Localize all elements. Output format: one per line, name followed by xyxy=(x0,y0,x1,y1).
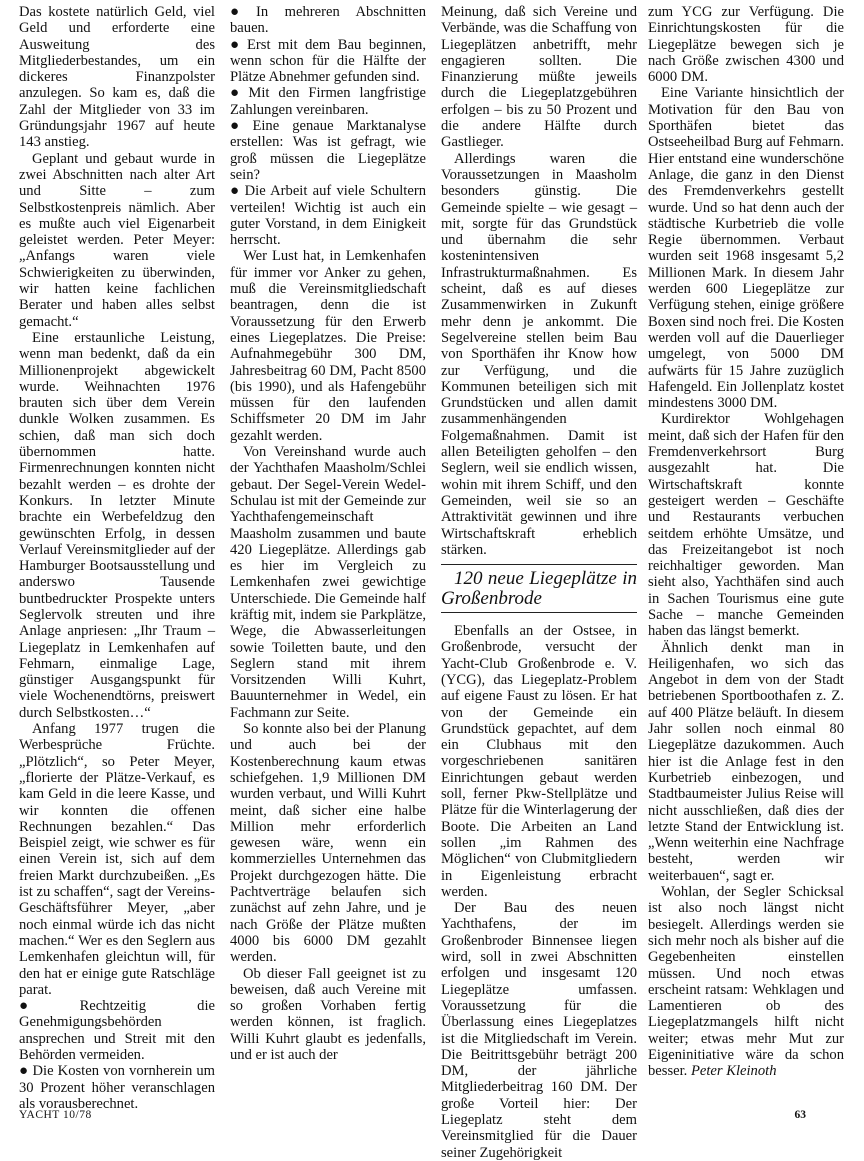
section-divider xyxy=(441,612,637,613)
paragraph: Meinung, daß sich Vereine und Verbände, was die Schaffung von Liegeplätzen anbetrifft, mehr engagieren sollten. Die Finanzierung müßte jeweils durch die Liegeplatzgebühren erfolgen – bis zu 50 Prozent und die andere Hälfte durch Gastlieger. xyxy=(441,4,637,151)
column-2 xyxy=(230,4,426,1063)
bullet-icon: ● xyxy=(230,118,249,135)
bullet-text: Die Kosten von vornherein um 30 Prozent höher veranschlagen als vorausberechnet. xyxy=(19,1063,215,1112)
bullet-item xyxy=(230,85,426,118)
bullet-icon: ● xyxy=(19,998,76,1015)
bullet-item xyxy=(230,37,426,86)
bullet-icon: ● xyxy=(230,4,252,20)
bullet-item xyxy=(19,998,215,1063)
section-heading: 120 neue Liegeplätze in Großenbrode xyxy=(441,568,637,610)
paragraph: Ob dieser Fall geeignet ist zu beweisen, daß auch Vereine mit so großen Vorhaben fertig werden können, ist fraglich. Willi Kuhrt glaubt es jedenfalls, und er ist auch der xyxy=(230,965,426,1063)
bullet-item xyxy=(230,4,426,37)
paragraph: Eine erstaunliche Leistung, wenn man bedenkt, daß da ein Millionenprojekt abgewickelt wurde. Weihnachten 1976 brauten sich über dem Verein dunkle Wolken zusammen. Es schien, daß man sich doch übernommen hatte. Firmenrechnungen konnten nicht bezahlt werden – es drohte der Konkurs. In letzter Minute brachte ein Werbefeldzug den gewünschten Erfolg, in dessen Verlauf Vereinsmitglieder auf der Hamburger Bootsausstellung und anderswo Tausende buntbedruckter Prospekte unters Seglervolk streuten und ihre Anlage anpriesen: „Ihr Traum – Liegeplatz in Lemkenhafen auf Fehmarn, einmalige Lage, günstiger Ausgangspunkt für viele Wochenendtörns, preiswert durch Selbstkosten…“ xyxy=(19,329,215,721)
paragraph: Ebenfalls an der Ostsee, in Großenbrode, versucht der Yacht-Club Großenbrode e. V. (YCG), das Liegeplatz-Problem auf eigene Faust zu lösen. Er hat von der Gemeinde ein Grundstück gepachtet, auf dem ein Clubhaus mit den vorgeschriebenen sanitären Einrichtungen gebaut werden soll, ferner Pkw-Stellplätze und Plätze für die Winterlagerung der Boote. Die Arbeiten an Land sollen „im Rahmen des Möglichen“ von Clubmitgliedern in Eigenleistung erbracht werden. xyxy=(441,623,637,900)
bullet-icon: ● xyxy=(230,85,245,102)
paragraph: zum YCG zur Verfügung. Die Einrichtungskosten für die Liegeplätze bewegen sich je nach Größe zwischen 4300 und 6000 DM. xyxy=(648,4,844,86)
bullet-text: In mehreren Abschnitten bauen. xyxy=(230,4,426,37)
bullet-text: Eine genaue Marktanalyse erstellen: Was ist gefragt, wie groß müssen die Liegeplätze sein? xyxy=(230,118,427,183)
bullet-text: Mit den Firmen langfristige Zahlungen vereinbaren. xyxy=(230,85,426,118)
page-number: 63 xyxy=(794,1109,806,1121)
paragraph: Das kostete natürlich Geld, viel Geld und erforderte eine Ausweitung des Mitgliederbestandes, um ein dickeres Finanzpolster anzulegen. So kam es, daß die Zahl der Mitglieder von 33 im Gründungsjahr 1967 auf heute 143 anstieg. xyxy=(19,4,215,151)
author-signature: Peter Kleinoth xyxy=(690,1063,777,1080)
bullet-icon: ● xyxy=(230,36,243,53)
bullet-text: Rechtzeitig die Genehmigungsbehörden ansprechen und Streit mit den Behörden vermeiden. xyxy=(19,998,215,1063)
bullet-icon: ● xyxy=(230,183,241,200)
bullet-text: Erst mit dem Bau beginnen, wenn schon für die Hälfte der Plätze Abnehmer gefunden sind. xyxy=(230,36,426,86)
paragraph: Geplant und gebaut wurde in zwei Abschnitten nach alter Art und Sitte – zum Selbstkostenpreis nämlich. Aber es mußte auch viel Eigenarbeit geleistet werden. Peter Meyer: „Anfangs waren viele Schwierigkeiten zu überwinden, wir hatten keine fachlichen Berater und haben alles selbst gemacht.“ xyxy=(19,150,215,330)
paragraph: Anfang 1977 trugen die Werbesprüche Früchte. „Plötzlich“, so Peter Meyer, „florierte der Plätze-Verkauf, es kam Geld in die leere Kasse, und wir konnten die offenen Rechnungen bezahlen.“ Das Beispiel zeigt, wie schwer es für einen Verein ist, sich auf dem freien Markt durchzubeißen. „Es ist zu schaffen“, sagt der Vereins-Geschäftsführer Meyer, „aber noch einmal würde ich das nicht machen.“ Wer es den Seglern aus Lemkenhafen gleichtun will, für den hat er einige gute Ratschläge parat. xyxy=(19,721,215,998)
paragraph: Von Vereinshand wurde auch der Yachthafen Maasholm/Schlei gebaut. Der Segel-Verein Wedel-Schulau ist mit der Gemeinde zur Yachthafengemeinschaft Maasholm zusammen und baute 420 Liegeplätze. Allerdings gab es hier im Vergleich zu Lemkenhafen zwei gewichtige Unterschiede. Die Gemeinde half kräftig mit, indem sie Parkplätze, Wege, die Abwasserleitungen sowie Toiletten baute, und den Seglern stand mit ihrem Vorsitzenden Willi Kuhrt, Bauunternehmer in Wedel, ein Fachmann zur Seite. xyxy=(230,444,426,721)
magazine-issue: YACHT 10/78 xyxy=(19,1109,92,1121)
column-4 xyxy=(648,4,844,1080)
paragraph: Wer Lust hat, in Lemkenhafen für immer vor Anker zu gehen, muß die Vereinsmitgliedschaft beantragen, denn die ist Voraussetzung für den Erwerb eines Liegeplatzes. Die Preise: Aufnahmegebühr 300 DM, Jahresbeitrag 60 DM, Pacht 8500 (bis 1990), und als Hafengebühr müssen für den laufenden Schiffsmeter 20 DM im Jahr gezahlt werden. xyxy=(230,248,426,444)
column-3 xyxy=(441,4,637,1161)
column-1 xyxy=(19,4,215,1112)
bullet-item xyxy=(230,118,426,183)
paragraph-text: Wohlan, der Segler Schicksal ist also noch längst nicht besiegelt. Allerdings werden sie sich mehr noch als bisher auf die Gegebenheiten einstellen müssen. Und noch etwas erscheint ratsam: Wehklagen und Lamentieren ob des Liegeplatzmangels hilft nicht weiter; etwas mehr Mut zur Eigeninitiative wäre da schon besser. xyxy=(648,884,844,1080)
paragraph xyxy=(648,884,844,1080)
bullet-text: Die Arbeit auf viele Schultern verteilen! Wichtig ist auch ein guter Vorstand, in dem Einigkeit herrscht. xyxy=(230,183,426,249)
bullet-item xyxy=(230,183,426,248)
paragraph: Kurdirektor Wohlgehagen meint, daß sich der Hafen für den Fremdenverkehrsort Burg ausgezahlt hat. Die Wirtschaftskraft konnte gesteigert werden – Geschäfte und Restaurants verbuchen seitdem erhöhte Umsätze, und das Freizeitangebot ist noch reichhaltiger geworden. Man sieht also, Yachthäfen sind auch in Sachen Tourismus eine gute Sache – manche Gemeinden haben das längst bemerkt. xyxy=(648,411,844,640)
paragraph: Der Bau des neuen Yachthafens, der im Großenbroder Binnensee liegen wird, soll in zwei Abschnitten erfolgen und insgesamt 120 Liegeplätze umfassen. Voraussetzung für die Überlassung eines Liegeplatzes ist die Mitgliedschaft im Verein. Die Beitrittsgebühr beträgt 200 DM, der jährliche Mitgliederbeitrag 160 DM. Der große Vorteil hier: Der Liegeplatz steht dem Vereinsmitglied für die Dauer seiner Zugehörigkeit xyxy=(441,900,637,1161)
section-divider xyxy=(441,564,637,565)
paragraph: Eine Variante hinsichtlich der Motivation für den Bau von Sporthäfen bietet das Ostseeheilbad Burg auf Fehmarn. Hier entstand eine wunderschöne Anlage, die ganz in den Dienst des Fremdenverkehrs gestellt wurde. Und so hat denn auch der städtische Kurbetrieb die volle Regie übernommen. Verbaut wurden seit 1968 insgesamt 5,2 Millionen Mark. In diesem Jahr werden 600 Liegeplätze zur Verfügung stehen, einige größere Boxen sind noch frei. Die Kosten werden voll auf die Dauerlieger umgelegt, von 5000 DM aufwärts für 15 Jahre zuzüglich Hafengeld. Ein Jollenplatz kostet mindestens 3000 DM. xyxy=(648,85,844,412)
paragraph: Ähnlich denkt man in Heiligenhafen, wo sich das Angebot in dem von der Stadt betriebenen Sportboothafen z. Z. auf 400 Plätze beläuft. In diesem Jahr sollen noch einmal 80 Liegeplätze dazukommen. Auch hier ist die Anlage fest in den Kurbetrieb einbezogen, und Stadtbaumeister Julius Reise will nicht ausschließen, daß dies der letzte Stand der Entwicklung ist. „Wenn weiterhin eine Nachfrage besteht, werden wir weiterbauen“, sagt er. xyxy=(648,639,844,884)
bullet-item xyxy=(19,1063,215,1112)
bullet-icon: ● xyxy=(19,1063,29,1080)
paragraph: Allerdings waren die Voraussetzungen in Maasholm besonders günstig. Die Gemeinde spielte – wie gesagt – mit, sorgte für das Grundstück und übernahm die sehr kostenintensiven Infrastrukturmaßnahmen. Es scheint, daß es auf dieses Zusammenwirken in Zukunft mehr denn je ankommt. Die Segelvereine stellen beim Bau von Sporthäfen ihr Know how zur Verfügung, und die Kommunen beteiligen sich mit Grundstücken und allen damit zusammenhängenden Folgemaßnahmen. Damit ist allen Beteiligten geholfen – den Seglern, weil sie endlich wissen, wohin mit ihrem Schiff, und den Gemeinden, weil sie so an Attraktivität gewinnen und ihre Wirtschaftskraft erheblich stärken. xyxy=(441,150,637,558)
paragraph: So konnte also bei der Planung und auch bei der Kostenberechnung kaum etwas schiefgehen. 1,9 Millionen DM wurden verbaut, und Willi Kuhrt meint, daß sicher eine halbe Million mehr erforderlich gewesen wäre, wenn ein kommerzielles Unternehmen das Projekt durchgezogen hätte. Die Pachtverträge belaufen sich zunächst auf zehn Jahre, und je nach Größe der Plätze mußten 4000 bis 6000 DM gezahlt werden. xyxy=(230,721,426,966)
